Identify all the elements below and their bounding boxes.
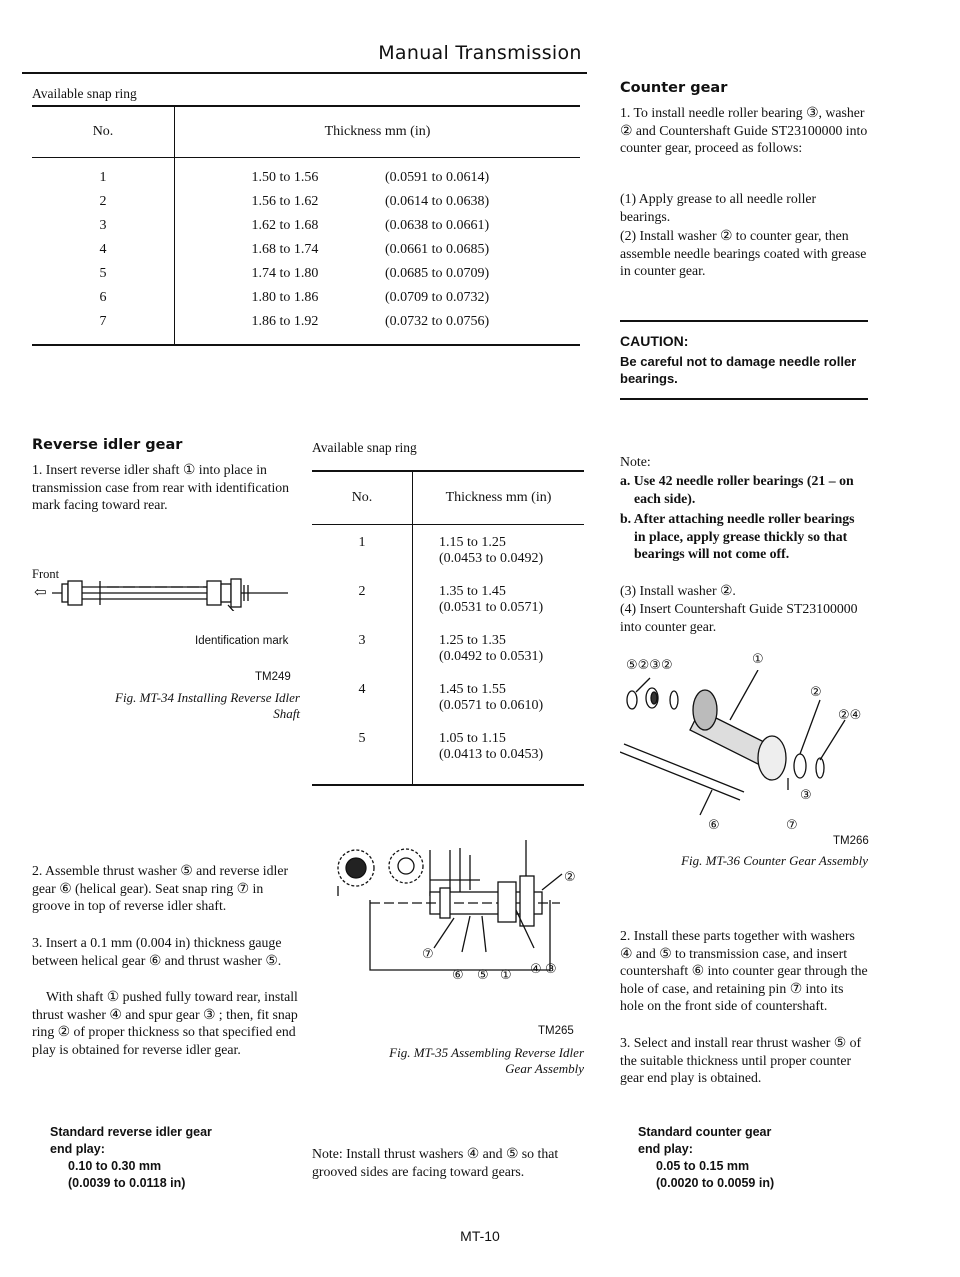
fig36-label-2-4: ②④ xyxy=(838,708,862,723)
counter-gear-assembly-drawing xyxy=(620,670,870,830)
fig36-label-1: ① xyxy=(752,652,764,667)
cell-no: 5 xyxy=(312,730,413,785)
table-row xyxy=(32,262,580,286)
table-row xyxy=(32,214,580,238)
table-row xyxy=(312,681,584,730)
table-row xyxy=(312,632,584,681)
spec-value-mm: 0.10 to 0.30 mm xyxy=(68,1159,162,1173)
caution-text: Be careful not to damage needle roller bearings. xyxy=(620,354,857,386)
table-row xyxy=(32,238,580,262)
paragraph: 2. Assemble thrust washer ⑤ and reverse idler gear ⑥ (helical gear). Seat snap ring ⑦ in groove in top of reverse idler shaft. xyxy=(32,863,289,913)
cell-no: 7 xyxy=(32,310,175,345)
cell-mm: 1.45 to 1.55 xyxy=(439,682,506,697)
spec-counter-gear xyxy=(638,1124,774,1192)
fig34-front-label: Front xyxy=(32,567,60,581)
spec-reverse-idler xyxy=(50,1124,212,1192)
cell-mm: 1.35 to 1.45 xyxy=(439,584,506,599)
fig35-label-5: ⑤ xyxy=(477,968,489,983)
cell-in: (0.0638 to 0.0661) xyxy=(385,218,490,233)
paragraph: 1. Insert reverse idler shaft ① into place in transmission case from rear with identification mark facing toward rear. xyxy=(32,462,290,512)
fig35-caption-line2: Gear Assembly xyxy=(505,1061,584,1076)
paragraph: 2. Install these parts together with washers ④ and ⑤ to transmission case, and insert countershaft ⑥ into counter gear through the hole of case, and retaining pin ⑦ into its hole on the front side of countershaft. xyxy=(620,928,868,1013)
caution-title: CAUTION: xyxy=(620,333,689,349)
caution-bottom-rule xyxy=(620,398,868,400)
spec-line: Standard reverse idler gear xyxy=(50,1125,212,1139)
note-title: Note: xyxy=(620,454,651,469)
cell-in: (0.0492 to 0.0531) xyxy=(439,649,544,664)
snap-ring-table-1 xyxy=(32,105,580,346)
fig34-tm-code: TM249 xyxy=(255,671,291,683)
section-heading-counter-gear: Counter gear xyxy=(620,80,728,96)
fig34-ident-label: Identification mark xyxy=(195,635,289,647)
cell-no: 2 xyxy=(312,583,413,632)
cell-in: (0.0413 to 0.0453) xyxy=(439,747,544,762)
paragraph: 3. Select and install rear thrust washer ⑤ of the suitable thickness until proper counter gear end play is obtained. xyxy=(620,1035,862,1085)
note-thrust-washers: Note: Install thrust washers ④ and ⑤ so that grooved sides are facing toward gears. xyxy=(312,1146,559,1179)
note-a: a. Use 42 needle roller bearings (21 – on each side). xyxy=(620,473,854,506)
fig35-label-4: ④ xyxy=(530,962,542,977)
fig35-tm-code: TM265 xyxy=(538,1025,574,1037)
table1-col-no: No. xyxy=(32,106,175,158)
paragraph: With shaft ① pushed fully toward rear, install thrust washer ④ and spur gear ③ ; then, fit snap ring ② of proper thickness so that specified end play is obtained for reverse idler gear. xyxy=(32,989,298,1057)
idler-shaft-drawing xyxy=(52,575,292,611)
cell-in: (0.0685 to 0.0709) xyxy=(385,266,490,281)
cell-thickness xyxy=(413,632,585,681)
snap-ring-table-2 xyxy=(312,470,584,786)
cell-in: (0.0453 to 0.0492) xyxy=(439,551,544,566)
cell-thickness xyxy=(413,583,585,632)
table-row xyxy=(32,310,580,345)
cell-no: 3 xyxy=(32,214,175,238)
cell-mm: 1.62 to 1.68 xyxy=(251,218,319,233)
fig36-caption: Fig. MT-36 Counter Gear Assembly xyxy=(681,853,868,868)
cell-mm: 1.05 to 1.15 xyxy=(439,731,506,746)
table-row xyxy=(312,583,584,632)
fig36-label-6: ⑥ xyxy=(708,818,720,833)
fig35-caption-line1: Fig. MT-35 Assembling Reverse Idler xyxy=(389,1045,584,1060)
cell-thickness xyxy=(413,730,585,785)
paragraph: 1. To install needle roller bearing ③, washer ② and Countershaft Guide ST23100000 into counter gear, proceed as follows: xyxy=(620,105,868,155)
table1-col-thickness: Thickness mm (in) xyxy=(175,106,581,158)
cell-mm: 1.80 to 1.86 xyxy=(251,290,319,305)
table-row xyxy=(32,158,580,191)
reverse-idler-assembly-drawing xyxy=(330,840,580,980)
cell-no: 5 xyxy=(32,262,175,286)
cell-mm: 1.68 to 1.74 xyxy=(251,242,319,257)
cell-in: (0.0732 to 0.0756) xyxy=(365,310,580,345)
paragraph: (3) Install washer ②. xyxy=(620,583,736,598)
cell-no: 1 xyxy=(312,525,413,584)
fig36-label-3: ③ xyxy=(800,788,812,803)
cell-thickness xyxy=(413,681,585,730)
fig36-label-2: ② xyxy=(810,685,822,700)
table-row xyxy=(312,525,584,584)
cell-in: (0.0571 to 0.0610) xyxy=(439,698,544,713)
cell-thickness xyxy=(413,525,585,584)
fig34-caption xyxy=(32,690,300,722)
cell-mm: 1.56 to 1.62 xyxy=(251,194,319,209)
cell-no: 4 xyxy=(312,681,413,730)
cell-in: (0.0709 to 0.0732) xyxy=(385,290,490,305)
paragraph: 3. Insert a 0.1 mm (0.004 in) thickness gauge between helical gear ⑥ and thrust washer ⑤. xyxy=(32,935,282,968)
table1-caption: Available snap ring xyxy=(32,86,137,101)
cell-in: (0.0531 to 0.0571) xyxy=(439,600,544,615)
table2-col-thickness: Thickness mm (in) xyxy=(413,471,585,525)
table-row xyxy=(32,286,580,310)
front-arrow-icon: ⇦ xyxy=(34,585,47,601)
table2-col-no: No. xyxy=(312,471,413,525)
fig35-label-6: ⑥ xyxy=(452,968,464,983)
cell-no: 6 xyxy=(32,286,175,310)
fig35-label-1: ① xyxy=(500,968,512,983)
cell-no: 1 xyxy=(32,158,175,191)
cell-no: 4 xyxy=(32,238,175,262)
paragraph: (4) Insert Countershaft Guide ST23100000 into counter gear. xyxy=(620,601,858,634)
cell-mm: 1.50 to 1.56 xyxy=(251,170,319,185)
spec-line: end play: xyxy=(50,1142,105,1156)
table2-caption: Available snap ring xyxy=(312,440,417,455)
fig36-label-7: ⑦ xyxy=(786,818,798,833)
paragraph: (2) Install washer ② to counter gear, then assemble needle bearings coated with grease in counter gear. xyxy=(620,228,867,278)
fig35-label-7: ⑦ xyxy=(422,947,434,962)
spec-line: end play: xyxy=(638,1142,693,1156)
cell-mm: 1.86 to 1.92 xyxy=(175,310,366,345)
cell-mm: 1.15 to 1.25 xyxy=(439,535,506,550)
spec-line: Standard counter gear xyxy=(638,1125,772,1139)
paragraph: (1) Apply grease to all needle roller bearings. xyxy=(620,191,817,224)
table-row xyxy=(32,190,580,214)
spec-value-mm: 0.05 to 0.15 mm xyxy=(656,1159,750,1173)
cell-mm: 1.74 to 1.80 xyxy=(251,266,319,281)
fig35-label-3: ③ xyxy=(545,962,557,977)
cell-no: 2 xyxy=(32,190,175,214)
fig36-label-group: ⑤②③② xyxy=(626,658,673,673)
spec-value-in: (0.0039 to 0.0118 in) xyxy=(68,1176,186,1190)
fig34-caption-line1: Fig. MT-34 Installing Reverse Idler xyxy=(115,690,300,705)
cell-in: (0.0591 to 0.0614) xyxy=(385,170,490,185)
cell-in: (0.0614 to 0.0638) xyxy=(385,194,490,209)
spec-value-in: (0.0020 to 0.0059 in) xyxy=(656,1176,775,1190)
cell-mm: 1.25 to 1.35 xyxy=(439,633,506,648)
caution-top-rule xyxy=(620,320,868,322)
cell-no: 3 xyxy=(312,632,413,681)
fig34-caption-line2: Shaft xyxy=(273,706,300,721)
section-heading-reverse-idler: Reverse idler gear xyxy=(32,437,183,453)
table-row xyxy=(312,730,584,785)
fig36-tm-code: TM266 xyxy=(833,835,869,847)
fig35-caption xyxy=(312,1045,584,1077)
page-number: MT-10 xyxy=(460,1228,500,1244)
cell-in: (0.0661 to 0.0685) xyxy=(385,242,490,257)
page-header: Manual Transmission xyxy=(378,42,582,64)
header-rule xyxy=(22,72,587,74)
note-b: b. After attaching needle roller bearings in place, apply grease thickly so that bearings will not come off. xyxy=(620,511,855,561)
fig35-label-2: ② xyxy=(564,870,576,885)
